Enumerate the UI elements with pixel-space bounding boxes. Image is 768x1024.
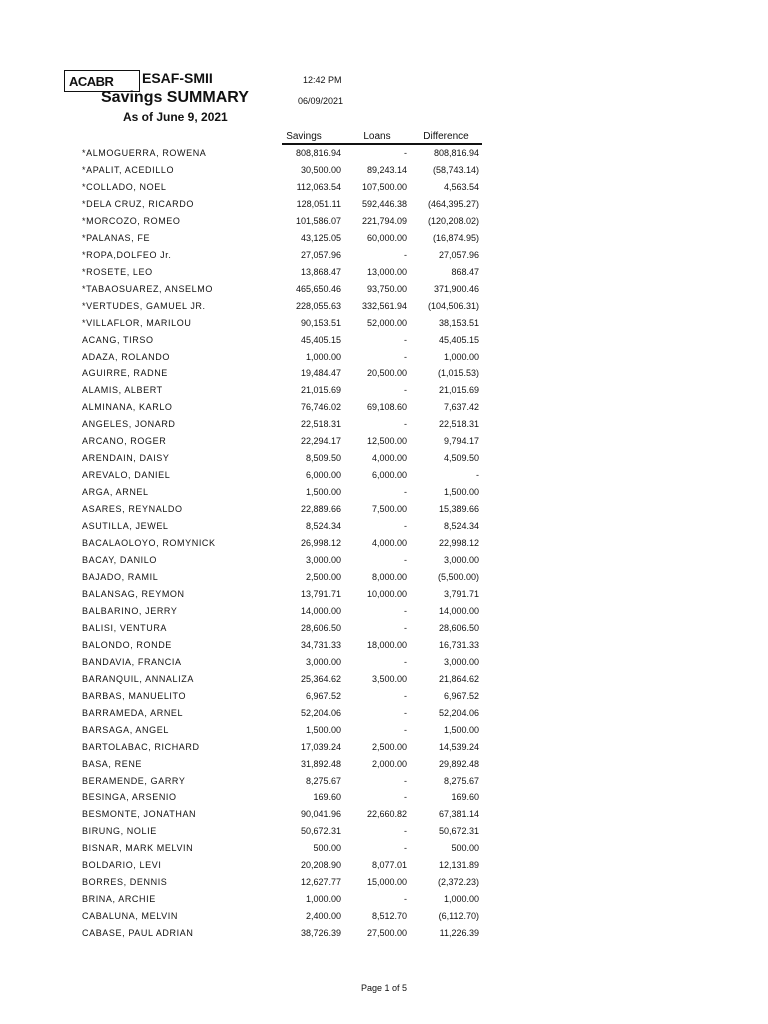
member-name: BALANSAG, REYMON	[82, 588, 185, 599]
loans-amount: 12,500.00	[366, 436, 407, 447]
savings-amount: 22,518.31	[300, 419, 341, 430]
difference-amount: 28,606.50	[438, 622, 479, 633]
savings-amount: 45,405.15	[300, 334, 341, 345]
loans-amount: -	[404, 622, 407, 633]
difference-amount: 11,226.39	[439, 928, 479, 939]
member-name: ALAMIS, ALBERT	[82, 385, 163, 396]
loans-amount: -	[404, 775, 407, 786]
print-date: 06/09/2021	[298, 96, 344, 106]
difference-amount: 52,204.06	[438, 707, 479, 718]
table-row	[0, 875, 768, 892]
loans-amount: -	[404, 843, 407, 854]
table-row	[0, 468, 768, 485]
savings-amount: 90,041.96	[300, 809, 341, 820]
difference-amount: 8,275.67	[443, 775, 479, 786]
loans-amount: -	[404, 792, 407, 803]
difference-amount: (6,112.70)	[438, 911, 479, 922]
savings-amount: 128,051.11	[296, 198, 341, 209]
savings-amount: 52,204.06	[300, 707, 341, 718]
loans-amount: 2,500.00	[371, 741, 407, 752]
savings-amount: 38,726.39	[300, 928, 341, 939]
difference-amount: 67,381.14	[438, 809, 479, 820]
member-name: BARRAMEDA, ARNEL	[82, 707, 184, 718]
table-row	[0, 536, 768, 553]
column-header-loans: Loans	[363, 131, 391, 142]
loans-amount: -	[404, 555, 407, 566]
member-name: ASUTILLA, JEWEL	[82, 521, 169, 532]
loans-amount: -	[404, 419, 407, 430]
table-row	[0, 146, 768, 163]
savings-amount: 12,627.77	[300, 877, 341, 888]
difference-amount: 6,967.52	[443, 690, 479, 701]
difference-amount: (16,874.95)	[432, 232, 479, 243]
loans-amount: -	[404, 521, 407, 532]
member-name: BASA, RENE	[82, 758, 143, 769]
savings-amount: 34,731.33	[300, 639, 341, 650]
difference-amount: 21,864.62	[438, 673, 479, 684]
loans-amount: 107,500.00	[361, 181, 407, 192]
difference-amount: (5,500.00)	[437, 572, 479, 582]
table-row	[0, 689, 768, 706]
member-name: BACALAOLOYO, ROMYNICK	[82, 538, 216, 549]
table-row	[0, 706, 768, 723]
savings-amount: 101,586.07	[295, 215, 341, 226]
savings-amount: 25,364.62	[300, 673, 341, 684]
member-name: *ROSETE, LEO	[82, 266, 153, 277]
table-row	[0, 434, 768, 451]
savings-amount: 13,868.47	[300, 266, 341, 277]
savings-amount: 76,746.02	[300, 402, 341, 413]
savings-amount: 8,275.67	[305, 775, 341, 786]
difference-amount: 371,900.46	[433, 283, 479, 294]
savings-amount: 17,039.24	[300, 741, 341, 752]
table-row	[0, 214, 768, 231]
loans-amount: -	[404, 148, 407, 158]
table-row	[0, 316, 768, 333]
member-name: ARENDAIN, DAISY	[82, 453, 170, 464]
difference-amount: 169.60	[451, 792, 479, 803]
table-row	[0, 350, 768, 367]
table-row	[0, 197, 768, 214]
loans-amount: -	[404, 707, 407, 718]
difference-amount: 21,015.69	[438, 385, 479, 396]
member-name: AGUIRRE, RADNE	[82, 368, 168, 379]
difference-amount: 16,731.33	[438, 639, 479, 650]
difference-amount: 1,500.00	[443, 724, 479, 735]
member-name: BALONDO, RONDE	[82, 639, 172, 650]
member-name: ACANG, TIRSO	[82, 334, 154, 345]
savings-amount: 169.60	[313, 792, 341, 803]
table-row	[0, 570, 768, 587]
savings-amount: 8,509.50	[305, 453, 341, 464]
difference-amount: 8,524.34	[443, 521, 479, 532]
loans-amount: 18,000.00	[366, 639, 407, 650]
table-row	[0, 858, 768, 875]
difference-amount: 22,998.12	[438, 538, 479, 549]
difference-amount: 4,509.50	[443, 453, 479, 464]
loans-amount: 13,000.00	[366, 266, 407, 277]
loans-amount: 15,000.00	[366, 877, 407, 888]
difference-amount: 3,791.71	[443, 588, 479, 599]
loans-amount: 69,108.60	[366, 402, 407, 413]
loans-amount: -	[404, 724, 407, 735]
report-title: Savings SUMMARY	[101, 89, 249, 106]
member-name: ARCANO, ROGER	[82, 436, 167, 447]
page-number: Page 1 of 5	[360, 983, 408, 993]
savings-amount: 465,650.46	[295, 283, 341, 294]
difference-amount: (58,743.14)	[432, 164, 479, 175]
loans-amount: 332,561.94	[361, 300, 407, 311]
savings-amount: 8,524.34	[305, 521, 341, 532]
difference-amount: 3,000.00	[443, 656, 479, 667]
savings-amount: 22,294.17	[300, 436, 341, 447]
difference-amount: 1,000.00	[443, 351, 479, 362]
table-row	[0, 248, 768, 265]
loans-amount: -	[404, 334, 407, 345]
member-name: *COLLADO, NOEL	[82, 181, 167, 192]
difference-amount: 1,000.00	[443, 894, 479, 905]
difference-amount: 3,000.00	[443, 555, 479, 566]
column-header-difference: Difference	[423, 131, 469, 142]
member-name: *DELA CRUZ, RICARDO	[82, 198, 194, 209]
member-name: *TABAOSUAREZ, ANSELMO	[82, 283, 213, 294]
savings-amount: 13,791.71	[300, 588, 341, 599]
loans-amount: 20,500.00	[366, 368, 407, 379]
member-name: *VERTUDES, GAMUEL JR.	[82, 300, 206, 311]
table-row	[0, 740, 768, 757]
difference-amount: 1,500.00	[443, 487, 479, 498]
table-row	[0, 909, 768, 926]
member-name: *PALANAS, FE	[82, 232, 151, 243]
difference-amount: (104,506.31)	[427, 300, 479, 311]
savings-amount: 2,400.00	[305, 911, 341, 922]
loans-amount: -	[404, 385, 407, 396]
member-name: ANGELES, JONARD	[82, 419, 176, 430]
loans-amount: 8,077.01	[371, 860, 407, 871]
loans-amount: -	[404, 249, 407, 260]
member-name: BANDAVIA, FRANCIA	[82, 656, 182, 667]
member-name: BALBARINO, JERRY	[82, 605, 178, 616]
loans-amount: -	[404, 690, 407, 701]
table-row	[0, 519, 768, 536]
report-as-of-date: As of June 9, 2021	[123, 110, 228, 124]
savings-amount: 19,484.47	[300, 368, 341, 379]
difference-amount: -	[476, 470, 479, 481]
table-row	[0, 841, 768, 858]
member-name: CABALUNA, MELVIN	[82, 911, 178, 922]
table-row	[0, 400, 768, 417]
table-row	[0, 774, 768, 791]
member-name: BARBAS, MANUELITO	[82, 690, 187, 701]
table-row	[0, 417, 768, 434]
member-name: BRINA, ARCHIE	[82, 894, 156, 905]
loans-amount: -	[404, 894, 407, 905]
difference-amount: 500.00	[451, 843, 479, 854]
header-underline	[282, 143, 482, 145]
table-row	[0, 485, 768, 502]
loans-amount: 4,000.00	[371, 453, 407, 464]
table-row	[0, 163, 768, 180]
difference-amount: 15,389.66	[438, 504, 479, 515]
savings-amount: 31,892.48	[300, 758, 341, 769]
table-row	[0, 926, 768, 943]
table-row	[0, 790, 768, 807]
column-header-savings: Savings	[286, 131, 322, 142]
loans-amount: 221,794.09	[361, 215, 407, 226]
member-name: BALISI, VENTURA	[82, 622, 168, 633]
savings-amount: 500.00	[313, 843, 341, 854]
loans-amount: 6,000.00	[371, 470, 407, 481]
table-row	[0, 621, 768, 638]
loans-amount: 8,000.00	[371, 572, 407, 582]
difference-amount: (1,015.53)	[437, 368, 479, 379]
difference-amount: 14,539.24	[438, 741, 479, 752]
difference-amount: 12,131.89	[438, 860, 479, 871]
loans-amount: 4,000.00	[371, 538, 407, 549]
company-logo: ACABR	[64, 70, 140, 92]
member-name: ADAZA, ROLANDO	[82, 351, 170, 362]
loans-amount: 52,000.00	[366, 317, 407, 328]
table-row	[0, 299, 768, 316]
loans-amount: 2,000.00	[371, 758, 407, 769]
member-name: CABASE, PAUL ADRIAN	[82, 928, 194, 939]
loans-amount: -	[404, 351, 407, 362]
member-name: *MORCOZO, ROMEO	[82, 215, 181, 226]
member-name: BIRUNG, NOLIE	[82, 826, 157, 837]
savings-amount: 228,055.63	[295, 300, 341, 311]
loans-amount: 592,446.38	[361, 198, 407, 209]
member-name: BARTOLABAC, RICHARD	[82, 741, 200, 752]
difference-amount: (120,208.02)	[427, 215, 479, 226]
table-row	[0, 604, 768, 621]
savings-amount: 20,208.90	[300, 860, 341, 871]
member-name: BESMONTE, JONATHAN	[82, 809, 197, 820]
savings-amount: 28,606.50	[300, 622, 341, 633]
table-row	[0, 180, 768, 197]
member-name: BERAMENDE, GARRY	[82, 775, 186, 786]
member-name: ASARES, REYNALDO	[82, 504, 183, 515]
savings-amount: 2,500.00	[305, 572, 341, 582]
member-name: *APALIT, ACEDILLO	[82, 164, 175, 175]
print-time: 12:42 PM	[303, 75, 342, 85]
savings-amount: 808,816.94	[295, 148, 341, 158]
table-row	[0, 451, 768, 468]
savings-amount: 1,500.00	[305, 724, 341, 735]
difference-amount: 7,637.42	[443, 402, 479, 413]
savings-amount: 30,500.00	[300, 164, 341, 175]
table-row	[0, 757, 768, 774]
member-name: BISNAR, MARK MELVIN	[82, 843, 194, 854]
table-row	[0, 655, 768, 672]
difference-amount: (2,372.23)	[437, 877, 479, 888]
table-row	[0, 587, 768, 604]
member-name: *VILLAFLOR, MARILOU	[82, 317, 192, 328]
table-row	[0, 333, 768, 350]
savings-amount: 90,153.51	[300, 317, 341, 328]
difference-amount: 4,563.54	[443, 181, 479, 192]
table-row	[0, 282, 768, 299]
savings-amount: 1,500.00	[305, 487, 341, 498]
savings-amount: 6,967.52	[305, 690, 341, 701]
table-row	[0, 383, 768, 400]
member-name: BACAY, DANILO	[82, 555, 157, 566]
difference-amount: (464,395.27)	[427, 198, 479, 209]
savings-amount: 43,125.05	[300, 232, 341, 243]
difference-amount: 9,794.17	[443, 436, 479, 447]
savings-amount: 21,015.69	[300, 385, 341, 396]
member-name: *ALMOGUERRA, ROWENA	[82, 148, 207, 158]
savings-amount: 50,672.31	[300, 826, 341, 837]
table-row	[0, 807, 768, 824]
difference-amount: 14,000.00	[438, 605, 479, 616]
savings-amount: 1,000.00	[305, 894, 341, 905]
loans-amount: -	[404, 656, 407, 667]
member-name: BARANQUIL, ANNALIZA	[82, 673, 194, 684]
loans-amount: 60,000.00	[366, 232, 407, 243]
savings-amount: 6,000.00	[305, 470, 341, 481]
member-name: BESINGA, ARSENIO	[82, 792, 177, 803]
table-row	[0, 892, 768, 909]
loans-amount: 10,000.00	[366, 588, 407, 599]
difference-amount: 50,672.31	[438, 826, 479, 837]
table-row	[0, 824, 768, 841]
table-row	[0, 553, 768, 570]
savings-amount: 14,000.00	[300, 605, 341, 616]
difference-amount: 868.47	[451, 266, 479, 277]
loans-amount: -	[404, 605, 407, 616]
member-name: ALMINANA, KARLO	[82, 402, 173, 413]
member-name: BOLDARIO, LEVI	[82, 860, 162, 871]
savings-amount: 22,889.66	[300, 504, 341, 515]
loans-amount: 8,512.70	[371, 911, 407, 922]
member-name: BARSAGA, ANGEL	[82, 724, 169, 735]
member-name: AREVALO, DANIEL	[82, 470, 171, 481]
savings-amount: 27,057.96	[300, 249, 341, 260]
table-row	[0, 672, 768, 689]
loans-amount: -	[404, 487, 407, 498]
loans-amount: 89,243.14	[366, 164, 407, 175]
table-row	[0, 366, 768, 383]
member-name: *ROPA,DOLFEO Jr.	[82, 249, 172, 260]
savings-amount: 26,998.12	[300, 538, 341, 549]
difference-amount: 27,057.96	[438, 249, 479, 260]
loans-amount: 7,500.00	[371, 504, 407, 515]
difference-amount: 22,518.31	[438, 419, 479, 430]
member-name: BORRES, DENNIS	[82, 877, 168, 888]
savings-amount: 3,000.00	[305, 555, 341, 566]
savings-amount: 112,063.54	[296, 181, 341, 192]
savings-amount: 1,000.00	[305, 351, 341, 362]
organization-name: ESAF-SMII	[142, 70, 213, 86]
member-name: ARGA, ARNEL	[82, 487, 149, 498]
table-row	[0, 265, 768, 282]
table-row	[0, 231, 768, 248]
difference-amount: 45,405.15	[438, 334, 479, 345]
table-row	[0, 502, 768, 519]
difference-amount: 808,816.94	[433, 148, 479, 158]
loans-amount: 93,750.00	[366, 283, 407, 294]
savings-amount: 3,000.00	[305, 656, 341, 667]
difference-amount: 29,892.48	[438, 758, 479, 769]
loans-amount: -	[404, 826, 407, 837]
loans-amount: 22,660.82	[366, 809, 407, 820]
difference-amount: 38,153.51	[438, 317, 479, 328]
loans-amount: 27,500.00	[366, 928, 407, 939]
table-row	[0, 638, 768, 655]
member-name: BAJADO, RAMIL	[82, 572, 159, 582]
loans-amount: 3,500.00	[371, 673, 407, 684]
table-row	[0, 723, 768, 740]
